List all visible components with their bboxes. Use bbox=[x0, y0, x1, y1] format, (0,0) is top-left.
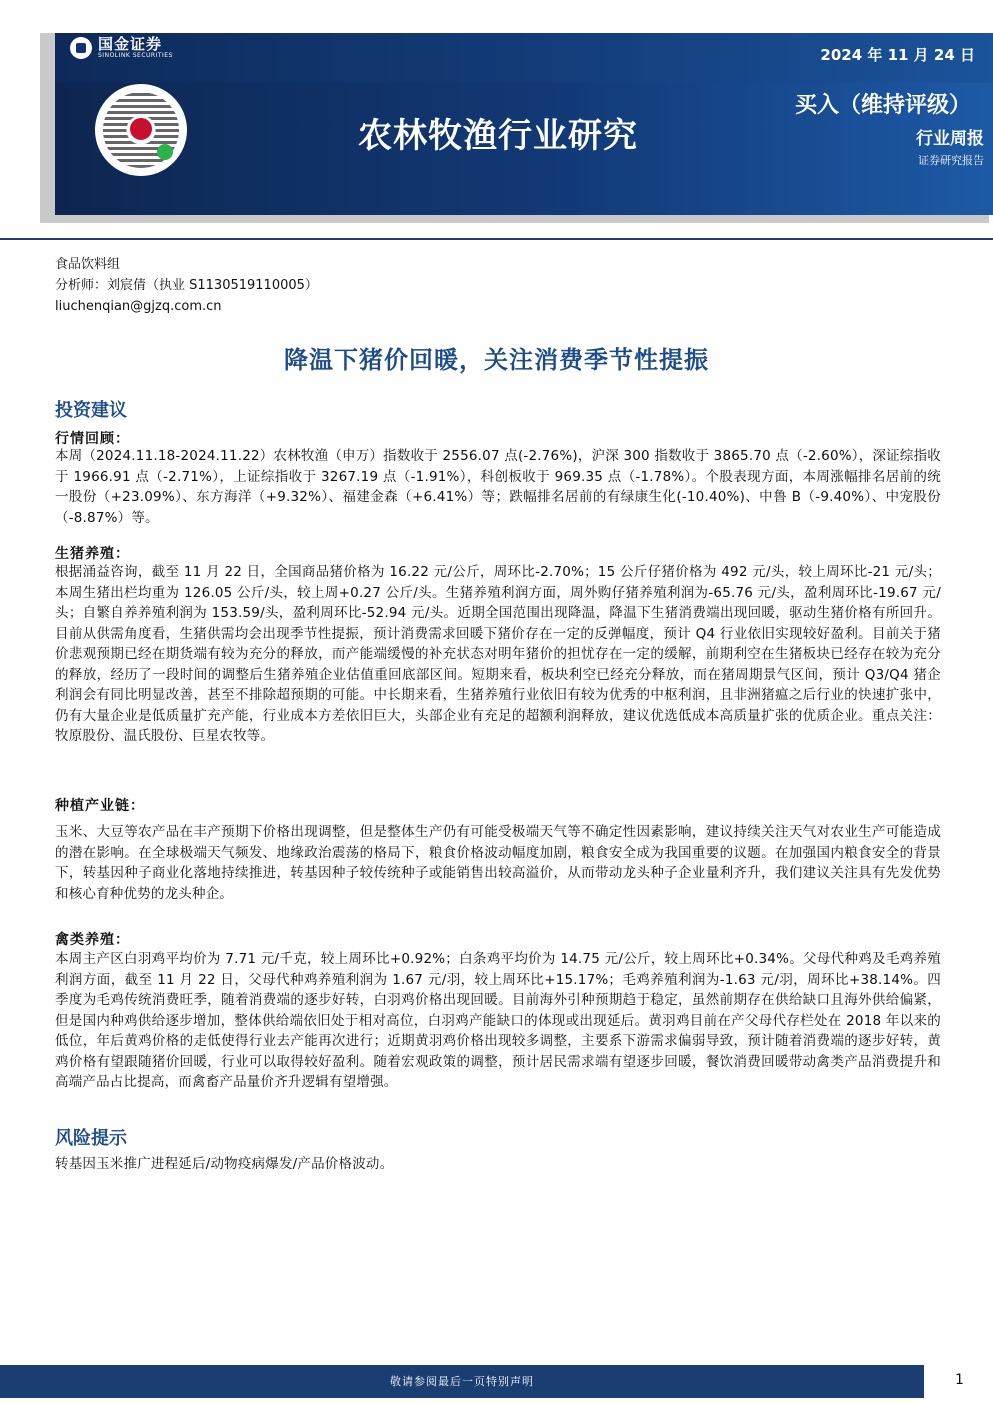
risk-heading: 风险提示 bbox=[55, 1128, 127, 1149]
report-type: 行业周报 bbox=[916, 129, 984, 149]
report-title: 降温下猪价回暖，关注消费季节性提振 bbox=[284, 346, 709, 374]
qr-center-logo-icon bbox=[128, 116, 154, 142]
poultry-heading: 禽类养殖： bbox=[55, 932, 130, 948]
analyst-email: liuchenqian@gjzq.com.cn bbox=[55, 299, 222, 314]
logo-cn: 国金证券 bbox=[98, 35, 163, 53]
crop-paragraph: 玉米、大豆等农产品在丰产预期下价格出现调整，但是整体生产仍有可能受极端天气等不确定性因素影响，建议持续关注天气对农业生产可能造成的潜在影响。在全球极端天气频发、地缘政治震荡的格局下，粮食价格波动幅度加剧，粮食安全成为我国重要的议题。在加强国内粮食安全的背景下，转基因种子商业化落地持续推进，转基因种子较传统种子或能销售出较高溢价，从而带动龙头种子企业量利齐升，我们建议关注具有先发优势和核心育种优势的龙头种企。 bbox=[55, 824, 941, 902]
logo-en: SINOLINK SECURITIES bbox=[98, 52, 173, 59]
hog-paragraph: 根据涌益咨询，截至 11 月 22 日，全国商品猪价格为 16.22 元/公斤，周环比-2.70%；15 公斤仔猪价格为 492 元/头，较上周环比-21 元/头；本周生猪出栏均重为 126.05 公斤/头，较上周+0.27 公斤/头。生猪养殖利润方面，周外购仔猪养殖利润为-65.76 元/头，盈利周环比-19.67 元/头；自繁自养养殖利润为 153.59/头，盈利周环比-52.94 元/头。近期全国范围出现降温，降温下生猪消费端出现回暖，驱动生猪价格有所回升。目前从供需角度看，生猪供需均会出现季节性提振，预计消费需求回暖下猪价存在一定的反弹幅度，预计 Q4 行业依旧实现较好盈利。目前关于猪价悲观预期已经在期货端有较为充分的释放，而产能端缓慢的补充状态对明年猪价的担忧存在一定的缓解，前期利空在生猪板块已经存在较为充分的释放，经历了一段时间的调整后生猪养殖企业估值重回底部区间。短期来看，板块利空已经充分释放，而在猪周期景气区间，预计 Q3/Q4 猪企利润会有同比明显改善，甚至不排除超预期的可能。中长期来看，生猪养殖行业依旧有较为优秀的中枢利润，且非洲猪瘟之后行业的快速扩张中，仍有大量企业是低质量扩充产能，行业成本方差依旧巨大，头部企业有充足的超额利润释放，建议优选低成本高质量扩张的优质企业。重点关注：牧原股份、温氏股份、巨星农牧等。 bbox=[55, 564, 941, 744]
logo-icon bbox=[70, 37, 92, 59]
report-date: 2024 年 11 月 24 日 bbox=[820, 46, 975, 64]
qr-code-icon bbox=[95, 84, 187, 176]
industry-title: 农林牧渔行业研究 bbox=[358, 116, 638, 156]
page-number: 1 bbox=[955, 1372, 964, 1388]
hog-heading: 生猪养殖： bbox=[55, 546, 130, 562]
header-divider bbox=[0, 238, 993, 240]
report-category: 证券研究报告 bbox=[918, 154, 984, 167]
poultry-paragraph: 本周主产区白羽鸡平均价为 7.71 元/千克，较上周环比+0.92%；白条鸡平均价为 14.75 元/公斤，较上周环比+0.34%。父母代种鸡及毛鸡养殖利润方面，截至 11 月 22 日，父母代种鸡养殖利润为 1.67 元/羽，较上周环比+15.17%；毛鸡养殖利润为-1.63 元/羽，周环比+38.14%。四季度为毛鸡传统消费旺季，随着消费端的逐步好转，白羽鸡价格出现回暖。目前海外引种预期趋于稳定，虽然前期存在供给缺口且海外供给偏紧，但是国内种鸡供给逐步增加，整体供给端依旧处于相对高位，白羽鸡产能缺口的体现或出现延后。黄羽鸡目前在产父母代存栏处在 2018 年以来的低位，年后黄鸡价格的走低使得行业去产能再次进行；近期黄羽鸡价格出现较多调整，主要系下游需求偏弱导致，预计随着消费端的逐步好转，黄鸡价格有望跟随猪价回暖，行业可以取得较好盈利。随着宏观政策的调整，预计居民需求端有望逐步回暖，餐饮消费回暖带动禽类产品消费提升和高端产品占比提高，而禽畜产品量价齐升逻辑有望增强。 bbox=[55, 951, 941, 1090]
market-paragraph: 本周（2024.11.18-2024.11.22）农林牧渔（申万）指数收于 2556.07 点(-2.76%)，沪深 300 指数收于 3865.70 点（-2.60%），深证综指收于 1966.91 点（-2.71%），上证综指收于 3267.19 点（-1.91%），科创板收于 969.35 点（-1.78%）。个股表现方面，本周涨幅排名居前的统一股份（+23.09%）、东方海洋（+9.32%）、福建金森（+6.41%）等；跌幅排名居前的有绿康生化(-10.40%)、中鲁 B（-9.40%）、中宠股份（-8.87%）等。 bbox=[55, 448, 941, 526]
investment-heading: 投资建议 bbox=[55, 400, 127, 421]
risk-paragraph: 转基因玉米推广进程延后/动物疫病爆发/产品价格波动。 bbox=[55, 1156, 394, 1172]
company-logo bbox=[70, 36, 173, 60]
analyst-group: 食品饮料组 bbox=[55, 257, 121, 272]
analyst-info bbox=[55, 254, 318, 317]
crop-heading: 种植产业链： bbox=[55, 798, 145, 814]
market-heading: 行情回顾： bbox=[55, 431, 130, 447]
footer-disclaimer: 敬请参阅最后一页特别声明 bbox=[390, 1375, 534, 1388]
rating-label: 买入（维持评级） bbox=[794, 93, 971, 118]
wechat-badge-icon bbox=[157, 144, 173, 160]
analyst-name: 分析师：刘宸倩（执业 S1130519110005） bbox=[55, 278, 318, 293]
